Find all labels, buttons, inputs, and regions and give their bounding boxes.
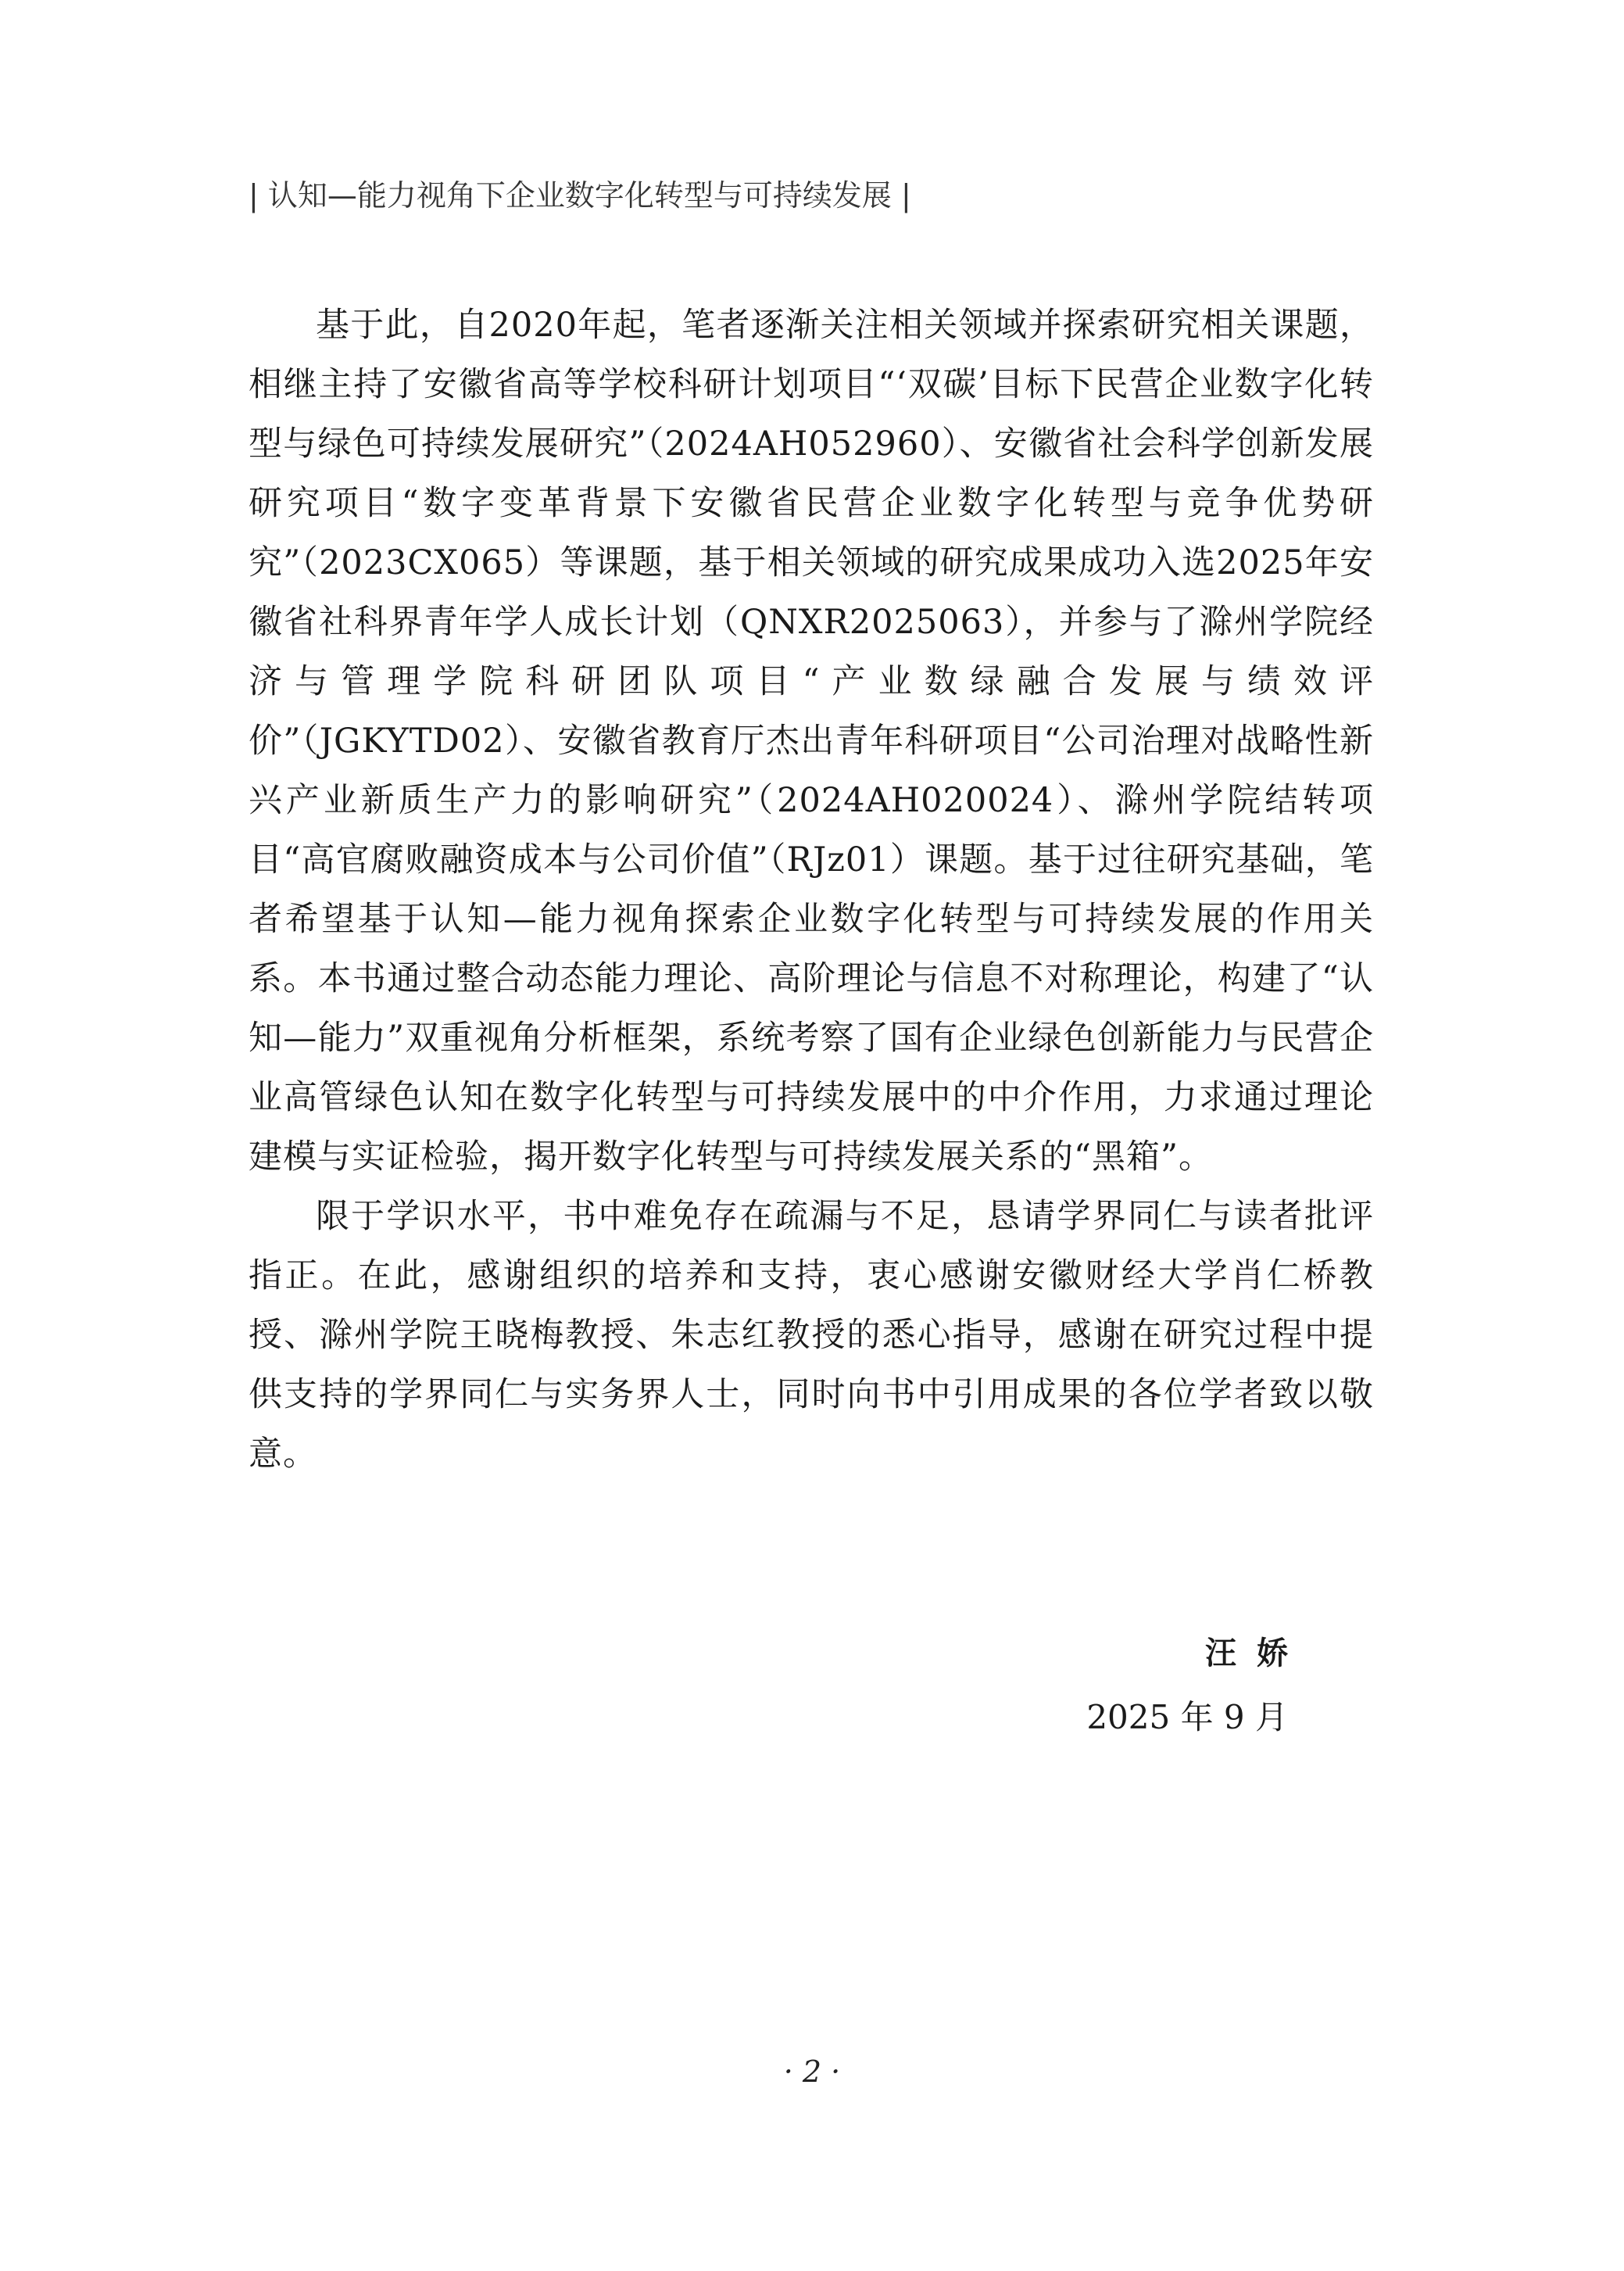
paragraph-research-background: 基于此，自2020年起，笔者逐渐关注相关领域并探索研究相关课题，相继主持了安徽省高等学校科研计划项目“‘双碳’目标下民营企业数字化转型与绿色可持续发展研究”（2024AH052960）、安徽省社会科学创新发展研究项目“数字变革背景下安徽省民营企业数字化转型与竞争优势研究”（2023CX065）等课题，基于相关领域的研究成果成功入选2025年安徽省社科界青年学人成长计划（QNXR2025063），并参与了滁州学院经济与管理学院科研团队项目“产业数绿融合发展与绩效评价”（JGKYTD02）、安徽省教育厅杰出青年科研项目“公司治理对战略性新兴产业新质生产力的影响研究”（2024AH020024）、滁州学院结转项目“高官腐败融资成本与公司价值”（RJz01）课题。基于过往研究基础，笔者希望基于认知—能力视角探索企业数字化转型与可持续发展的作用关系。本书通过整合动态能力理论、高阶理论与信息不对称理论，构建了“认知—能力”双重视角分析框架，系统考察了国有企业绿色创新能力与民营企业高管绿色认知在数字化转型与可持续发展中的中介作用，力求通过理论建模与实证检验，揭开数字化转型与可持续发展关系的“黑箱”。 <box>249 306 1374 1177</box>
running-header-title: | 认知—能力视角下企业数字化转型与可持续发展 | <box>249 178 911 213</box>
paragraph-acknowledgements: 限于学识水平，书中难免存在疏漏与不足，恳请学界同仁与读者批评指正。在此，感谢组织的培养和支持，衷心感谢安徽财经大学肖仁桥教授、滁州学院王晓梅教授、朱志红教授的悉心指导，感谢在研究过程中提供支持的学界同仁与实务界人士，同时向书中引用成果的各位学者致以敬意。 <box>249 1197 1374 1474</box>
signature-date: 2025 年 9 月 <box>1086 1698 1288 1736</box>
page-number: · 2 · <box>783 2054 841 2089</box>
signature-block <box>1086 1630 1308 1741</box>
body-text <box>249 296 1374 1484</box>
author-name: 汪娇 <box>1205 1635 1308 1671</box>
